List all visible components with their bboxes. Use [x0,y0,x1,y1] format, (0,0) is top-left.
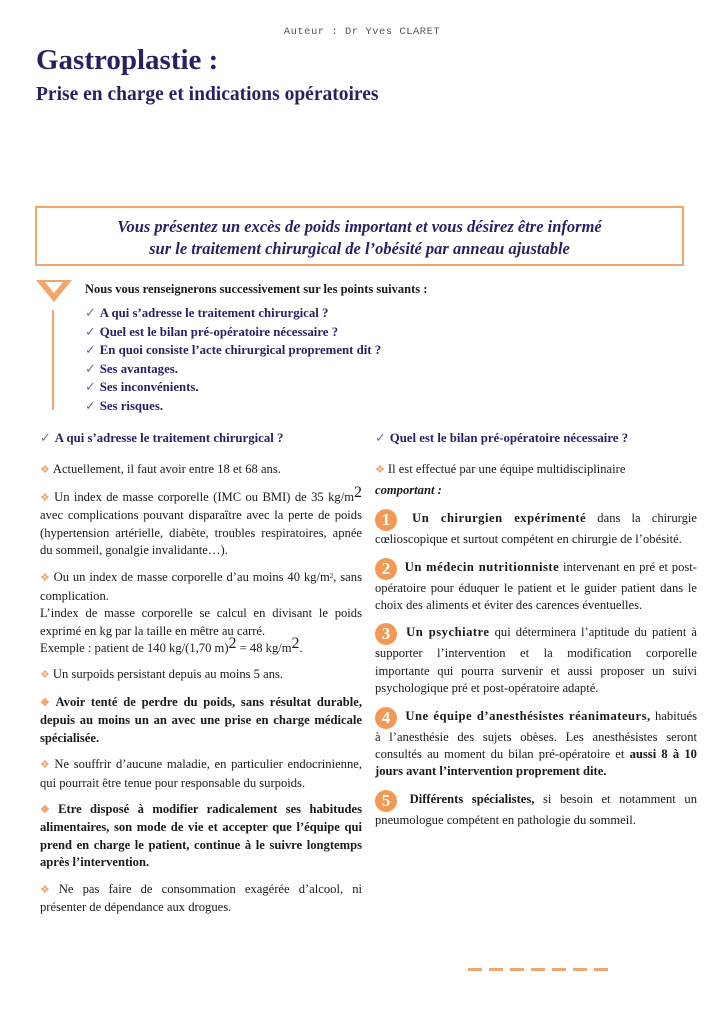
number-badge-icon: 1 [375,509,397,531]
check-icon: ✓ [85,324,96,339]
page-title: Gastroplastie : [36,44,219,76]
check-icon: ✓ [85,398,96,413]
diamond-bullet-icon: ❖ [375,464,385,477]
overview-lead: Nous vous renseignerons successivement sur les points suivants : [85,282,428,296]
left-column-heading: ✓ A qui s’adresse le traitement chirurgical ? [40,431,284,445]
divider-line [52,310,54,410]
page-subtitle: Prise en charge et indications opératoires [36,84,379,105]
team-member-2: 2 Un médecin nutritionniste intervenant en pré et post-opératoire pour éduquer le patient et le guider patient dans le choix des aliments et éviter des carences éventuelles. [375,558,697,613]
number-badge-icon: 2 [375,558,397,580]
overview-list [85,304,381,416]
team-member-5: 5 Différents spécialistes, si besoin et notamment un pneumologue compétent en pathologie du sommeil. [375,790,697,827]
list-item: ✓ Ses inconvénients. [85,380,199,395]
intro-box [35,206,684,266]
check-icon: ✓ [375,431,386,445]
team-intro-tail: comportant : [375,482,442,497]
dash [552,968,566,971]
left-column [40,430,362,925]
criteria-disease: ❖ Ne souffrir d’aucune maladie, en particulier endocrinienne, qui pourrait être tenue pour responsable du surpoids. [40,757,362,790]
check-icon: ✓ [40,431,51,445]
right-column-heading: ✓ Quel est le bilan pré-opératoire nécessaire ? [375,431,629,445]
number-badge-icon: 4 [375,707,397,729]
criteria-overweight: ❖ Un surpoids persistant depuis au moins 5 ans. [40,667,284,682]
criteria-age: ❖ Actuellement, il faut avoir entre 18 et 68 ans. [40,462,281,477]
intro-line-2: sur le traitement chirurgical de l’obésité par anneau ajustable [149,239,570,258]
list-item: ✓ Ses risques. [85,398,164,413]
diamond-bullet-icon: ❖ [40,803,56,816]
diamond-bullet-icon: ❖ [40,696,53,709]
dash [594,968,608,971]
check-icon: ✓ [85,306,96,320]
number-badge-icon: 5 [375,790,397,812]
list-item: ✓ A qui s’adresse le traitement chirurgical ? [85,306,329,320]
author-line: Auteur : Dr Yves CLARET [283,26,441,38]
team-member-1: 1 Un chirurgien expérimenté dans la chirurgie cœlioscopique et surtout compétent en chirurgie de l’obésité. [375,510,697,547]
list-item: ✓ Quel est le bilan pré-opératoire nécessaire ? [85,324,339,339]
criteria-bmi-35: ❖ Un index de masse corporelle (IMC ou BMI) de 35 kg/m2 avec complications pouvant disparaître avec la perte de poids (hypertension artérielle, diabète, troubles respiratoires, apnée du sommeil, gonalgie invalidante…). [40,483,362,558]
criteria-alcohol: ❖ Ne pas faire de consommation exagérée d’alcool, ni présenter de dépendance aux drogues. [40,881,362,914]
criteria-tried: ❖ Avoir tenté de perdre du poids, sans résultat durable, depuis au moins un an avec une prise en charge médicale spécialisée. [40,694,362,745]
dash [489,968,503,971]
diamond-bullet-icon: ❖ [40,572,51,585]
team-member-3: 3 Un psychiatre qui déterminera l’aptitude du patient à supporter l’intervention et la modification corporelle importante qui pourra survenir et aussi proposer un suivi psychologique pré et post-opératoire adapté. [375,624,697,696]
list-item: ✓ Ses avantages. [85,361,178,376]
chevron-down-icon [36,280,72,302]
criteria-bmi-40: ❖ Ou un index de masse corporelle d’au moins 40 $kg/m^2$, sans complication. L’index de masse corporelle se calcul en divisant le poids exprimé en kg par la taille en mêtre au carré. Exemple : patient de 140 kg/(1,70 m)2 = 48 kg/m2. [40,570,362,656]
diamond-bullet-icon: ❖ [40,883,56,896]
intro-line-1: Vous présentez un excès de poids important et vous désirez être informé [117,217,602,236]
right-column [375,430,697,838]
diamond-bullet-icon: ❖ [40,464,50,477]
diamond-bullet-icon: ❖ [40,491,52,504]
list-item: ✓ En quoi consiste l’acte chirurgical proprement dit ? [85,343,382,358]
dash [531,968,545,971]
dashed-divider [468,968,608,972]
diamond-bullet-icon: ❖ [40,759,52,772]
check-icon: ✓ [85,343,96,358]
number-badge-icon: 3 [375,623,397,645]
diamond-bullet-icon: ❖ [40,669,50,682]
dash [510,968,524,971]
check-icon: ✓ [85,361,96,376]
check-icon: ✓ [85,380,96,395]
dash [468,968,482,971]
team-member-4: 4 Une équipe d’anesthésistes réanimateurs, habitués à l’anesthésie des sujets obèses. Les anesthésistes seront consultés au moment du bilan pré-opératoire et aussi 8 à 10 jours avant l’intervention proprement dite. [375,707,697,779]
criteria-habits: ❖ Etre disposé à modifier radicalement ses habitudes alimentaires, son mode de vie et accepter que l’équipe qui prend en charge le patient, continue à le suivre longtemps après l’intervention. [40,801,362,870]
dash [573,968,587,971]
team-intro: ❖ Il est effectué par une équipe multidisciplinaire [375,462,626,477]
